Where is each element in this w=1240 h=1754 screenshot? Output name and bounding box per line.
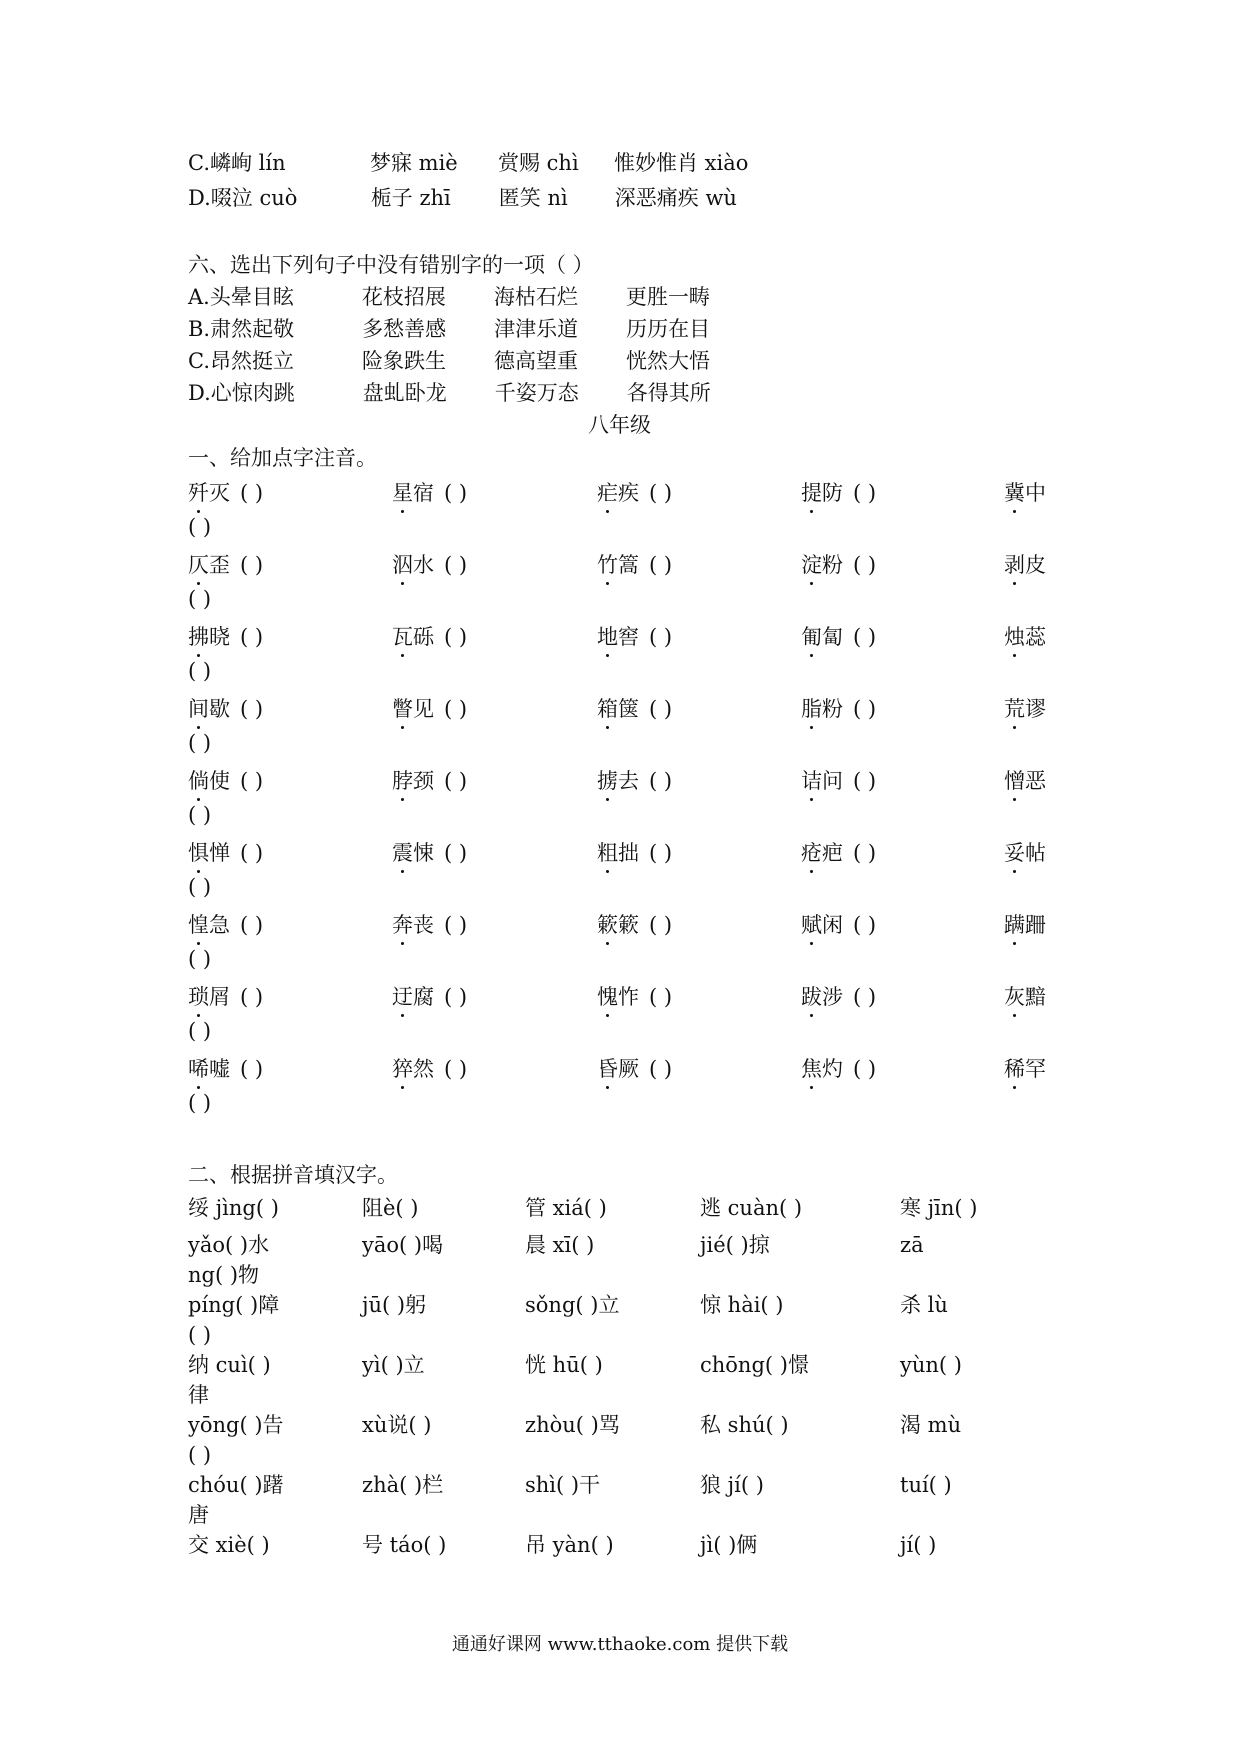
fill-in-item[interactable]: 阻è( ) <box>362 1196 419 1220</box>
q6-option-d <box>188 378 711 408</box>
emphasis-char: 瓦 <box>392 622 413 652</box>
phonetic-word: 淀粉 <box>801 550 843 580</box>
phonetic-word: 迂腐 <box>392 982 434 1012</box>
answer-blank[interactable]: ( ) <box>240 841 264 865</box>
answer-blank[interactable]: ( ) <box>444 769 468 793</box>
option-item: 头晕目眩 <box>209 285 294 309</box>
answer-blank[interactable]: ( ) <box>188 587 212 611</box>
answer-blank[interactable]: ( ) <box>444 1057 468 1081</box>
option-item: 昂然挺立 <box>210 349 294 373</box>
emphasis-char: 倘 <box>188 766 209 796</box>
answer-blank[interactable]: ( ) <box>853 841 877 865</box>
emphasis-char: 歼 <box>188 478 209 508</box>
emphasis-char: 冀 <box>1004 478 1025 508</box>
answer-blank[interactable]: ( ) <box>240 625 264 649</box>
fill-in-item[interactable]: 私 shú( ) <box>700 1413 789 1437</box>
emphasis-char: 跋 <box>801 982 822 1012</box>
option-item: 德高望重 <box>494 349 578 373</box>
fill-in-item[interactable]: shì( )干 <box>525 1473 601 1497</box>
page-footer: 通通好课网 www.tthaoke.com 提供下载 <box>451 1634 789 1655</box>
answer-blank[interactable]: ( ) <box>188 1091 212 1115</box>
phonetic-word: 剥皮 <box>1004 550 1046 580</box>
q6-title: 六、选出下列句子中没有错别字的一项（ ） <box>188 253 594 277</box>
option-label: C. <box>188 349 210 373</box>
option-label: A. <box>188 285 210 309</box>
phonetic-word: 歼灭 <box>188 478 230 508</box>
phonetic-word: 荒谬 <box>1004 694 1046 724</box>
answer-blank[interactable]: ( ) <box>444 697 468 721</box>
fill-in-item[interactable]: jì( )俩 <box>700 1533 758 1557</box>
answer-blank[interactable]: ( ) <box>853 769 877 793</box>
answer-blank[interactable]: ( ) <box>853 985 877 1009</box>
fill-in-item[interactable]: tuí( ) <box>900 1473 952 1497</box>
answer-blank[interactable]: ( ) <box>444 625 468 649</box>
emphasis-char: 惶 <box>188 910 209 940</box>
phonetic-word: 脂粉 <box>801 694 843 724</box>
phonetic-word: 震悚 <box>392 838 434 868</box>
phonetic-word: 昏厥 <box>597 1054 639 1084</box>
option-label: D. <box>188 381 211 405</box>
answer-blank[interactable]: ( ) <box>649 841 673 865</box>
phonetic-word: 泅水 <box>392 550 434 580</box>
option-label: C. <box>188 151 210 175</box>
answer-blank[interactable]: ( ) <box>240 553 264 577</box>
fill-in-item[interactable]: 杀 lù <box>900 1293 948 1317</box>
option-item: 更胜一畴 <box>625 285 710 309</box>
option-item: 肃然起敬 <box>210 317 295 341</box>
phonetic-word: 粗拙 <box>597 838 639 868</box>
answer-blank[interactable]: ( ) <box>240 913 264 937</box>
emphasis-char: 迂 <box>392 982 413 1012</box>
answer-blank[interactable]: ( ) <box>188 659 212 683</box>
answer-blank[interactable]: ( ) <box>240 769 264 793</box>
fill-in-item[interactable]: yì( )立 <box>362 1353 425 1377</box>
answer-blank[interactable]: ( ) <box>649 769 673 793</box>
emphasis-char: 憎 <box>1004 766 1025 796</box>
answer-blank[interactable]: ( ) <box>444 481 468 505</box>
fill-in-item[interactable]: 寒 jīn( ) <box>900 1196 978 1220</box>
emphasis-char: 泅 <box>392 550 413 580</box>
phonetic-word: 愧怍 <box>597 982 639 1012</box>
fill-in-item[interactable]: yōng( )告 <box>188 1413 284 1437</box>
answer-blank[interactable]: ( ) <box>188 515 212 539</box>
answer-blank[interactable]: ( ) <box>649 481 673 505</box>
answer-blank[interactable]: ( ) <box>444 841 468 865</box>
answer-blank[interactable]: ( ) <box>444 553 468 577</box>
phonetic-word: 间歇 <box>188 694 230 724</box>
q5-option-d <box>188 183 737 213</box>
answer-blank[interactable]: ( ) <box>188 731 212 755</box>
emphasis-char: 匍 <box>801 622 822 652</box>
fill-in-wrap: 唐 <box>188 1503 209 1527</box>
emphasis-char: 焦 <box>801 1054 822 1084</box>
emphasis-char: 掳 <box>597 766 618 796</box>
fill-in-item[interactable]: jū( )躬 <box>362 1293 427 1317</box>
option-item: 啜泣 cuò <box>210 186 298 210</box>
fill-in-item[interactable]: 管 xiá( ) <box>525 1196 607 1220</box>
phonetic-word: 脖颈 <box>392 766 434 796</box>
emphasis-char: 疟 <box>597 478 618 508</box>
emphasis-char: 瞥 <box>392 694 413 724</box>
emphasis-char: 箱 <box>597 694 618 724</box>
fill-in-item[interactable]: jí( ) <box>900 1533 937 1557</box>
emphasis-char: 疮 <box>801 838 822 868</box>
fill-in-item[interactable]: 渴 mù <box>900 1413 962 1437</box>
fill-in-wrap: 律 <box>188 1383 209 1407</box>
option-item: 海枯石烂 <box>493 285 578 309</box>
phonetic-word: 琐屑 <box>188 982 230 1012</box>
phonetic-word: 烛蕊 <box>1004 622 1046 652</box>
emphasis-char: 妥 <box>1004 838 1025 868</box>
answer-blank[interactable]: ( ) <box>188 947 212 971</box>
fill-in-item[interactable]: 吊 yàn( ) <box>525 1533 614 1557</box>
emphasis-char: 簌 <box>597 910 618 940</box>
answer-blank[interactable]: ( ) <box>853 913 877 937</box>
phonetic-word: 疟疾 <box>597 478 639 508</box>
phonetic-word: 掳去 <box>597 766 639 796</box>
emphasis-char: 粗 <box>597 838 618 868</box>
phonetic-word: 唏嘘 <box>188 1054 230 1084</box>
fill-in-item[interactable]: xù说( ) <box>362 1413 432 1437</box>
phonetic-word: 拂晓 <box>188 622 230 652</box>
answer-blank[interactable]: ( ) <box>649 697 673 721</box>
phonetic-word: 诘问 <box>801 766 843 796</box>
emphasis-char: 提 <box>801 478 822 508</box>
phonetic-word: 跋涉 <box>801 982 843 1012</box>
answer-blank[interactable]: ( ) <box>188 875 212 899</box>
fill-in-item[interactable]: 号 táo( ) <box>362 1533 447 1557</box>
phonetic-word: 箱箧 <box>597 694 639 724</box>
emphasis-char: 灰 <box>1004 982 1025 1012</box>
answer-blank[interactable]: ( ) <box>240 985 264 1009</box>
emphasis-char: 星 <box>392 478 413 508</box>
phonetic-word: 疮疤 <box>801 838 843 868</box>
emphasis-char: 荒 <box>1004 694 1025 724</box>
option-item: 各得其所 <box>626 381 711 405</box>
grade-heading: 八年级 <box>588 413 651 437</box>
option-item: 千姿万态 <box>494 381 579 405</box>
option-item: 津津乐道 <box>494 317 579 341</box>
answer-blank[interactable]: ( ) <box>240 697 264 721</box>
option-item: 多愁善感 <box>362 317 447 341</box>
part1-title: 一、给加点字注音。 <box>188 446 377 470</box>
emphasis-char: 奔 <box>392 910 413 940</box>
option-label: B. <box>188 317 211 341</box>
phonetic-word: 冀中 <box>1004 478 1046 508</box>
answer-blank[interactable]: ( ) <box>188 803 212 827</box>
answer-blank[interactable]: ( ) <box>853 625 877 649</box>
emphasis-char: 竹 <box>597 550 618 580</box>
fill-in-wrap: ( ) <box>188 1443 212 1467</box>
option-item: 深恶痛疾 wù <box>614 186 737 210</box>
fill-in-item[interactable]: 纳 cuì( ) <box>188 1353 271 1377</box>
fill-in-item[interactable]: zā <box>900 1233 924 1257</box>
emphasis-char: 拂 <box>188 622 209 652</box>
fill-in-item[interactable]: zhà( )栏 <box>362 1473 444 1497</box>
q5-option-c <box>188 148 748 178</box>
fill-in-item[interactable]: yǎo( )水 <box>188 1233 270 1257</box>
option-item: 栀子 zhī <box>370 186 451 210</box>
answer-blank[interactable]: ( ) <box>649 985 673 1009</box>
phonetic-word: 星宿 <box>392 478 434 508</box>
answer-blank[interactable]: ( ) <box>649 553 673 577</box>
phonetic-word: 倘使 <box>188 766 230 796</box>
option-item: 匿笑 nì <box>498 186 568 210</box>
fill-in-item[interactable]: píng( )障 <box>188 1293 280 1317</box>
fill-in-item[interactable]: 交 xiè( ) <box>188 1533 270 1557</box>
phonetic-word: 惧惮 <box>188 838 230 868</box>
fill-in-item[interactable]: sǒng( )立 <box>525 1293 620 1317</box>
phonetic-word: 灰黯 <box>1004 982 1046 1012</box>
phonetic-word: 瓦砾 <box>392 622 434 652</box>
phonetic-word: 匍匐 <box>801 622 843 652</box>
emphasis-char: 愧 <box>597 982 618 1012</box>
option-item: 恍然大悟 <box>626 349 710 373</box>
emphasis-char: 蹒 <box>1004 910 1025 940</box>
phonetic-word: 蹒跚 <box>1004 910 1046 940</box>
answer-blank[interactable]: ( ) <box>649 625 673 649</box>
answer-blank[interactable]: ( ) <box>649 1057 673 1081</box>
answer-blank[interactable]: ( ) <box>188 1019 212 1043</box>
phonetic-word: 猝然 <box>392 1054 434 1084</box>
option-item: 梦寐 miè <box>370 151 458 175</box>
phonetic-word: 瞥见 <box>392 694 434 724</box>
option-item: 惟妙惟肖 xiào <box>614 151 749 175</box>
phonetic-word: 仄歪 <box>188 550 230 580</box>
q6-option-c <box>188 346 710 376</box>
fill-in-item[interactable]: 狼 jí( ) <box>700 1473 764 1497</box>
emphasis-char: 间 <box>188 694 209 724</box>
emphasis-char: 诘 <box>801 766 822 796</box>
fill-in-item[interactable]: 逃 cuàn( ) <box>700 1196 803 1220</box>
emphasis-char: 稀 <box>1004 1054 1025 1084</box>
emphasis-char: 惧 <box>188 838 209 868</box>
phonetic-word: 稀罕 <box>1004 1054 1046 1084</box>
answer-blank[interactable]: ( ) <box>444 985 468 1009</box>
phonetic-word: 地窖 <box>597 622 639 652</box>
option-item: 险象跌生 <box>362 349 446 373</box>
option-item: 赏赐 chì <box>498 151 579 175</box>
phonetic-word: 妥帖 <box>1004 838 1046 868</box>
phonetic-word: 奔丧 <box>392 910 434 940</box>
option-label: D. <box>188 186 211 210</box>
answer-blank[interactable]: ( ) <box>444 913 468 937</box>
answer-blank[interactable]: ( ) <box>853 1057 877 1081</box>
emphasis-char: 烛 <box>1004 622 1025 652</box>
emphasis-char: 昏 <box>597 1054 618 1084</box>
emphasis-char: 剥 <box>1004 550 1025 580</box>
option-item: 历历在目 <box>626 317 711 341</box>
fill-in-item[interactable]: 绥 jìng( ) <box>188 1196 279 1220</box>
option-item: 嶙峋 lín <box>210 151 286 175</box>
phonetic-word: 憎恶 <box>1004 766 1046 796</box>
fill-in-item[interactable]: zhòu( )骂 <box>525 1413 620 1437</box>
emphasis-char: 淀 <box>801 550 822 580</box>
phonetic-word: 竹篙 <box>597 550 639 580</box>
emphasis-char: 脖 <box>392 766 413 796</box>
fill-in-item[interactable]: chōng( )憬 <box>700 1353 809 1377</box>
fill-in-item[interactable]: 晨 xī( ) <box>525 1233 595 1257</box>
phonetic-word: 赋闲 <box>801 910 843 940</box>
emphasis-char: 脂 <box>801 694 822 724</box>
answer-blank[interactable]: ( ) <box>853 697 877 721</box>
fill-in-item[interactable]: 恍 hū( ) <box>525 1353 603 1377</box>
fill-in-item[interactable]: 惊 hài( ) <box>700 1293 784 1317</box>
phonetic-word: 焦灼 <box>801 1054 843 1084</box>
answer-blank[interactable]: ( ) <box>853 553 877 577</box>
emphasis-char: 震 <box>392 838 413 868</box>
answer-blank[interactable]: ( ) <box>240 481 264 505</box>
answer-blank[interactable]: ( ) <box>649 913 673 937</box>
fill-in-item[interactable]: chóu( )躇 <box>188 1473 284 1497</box>
answer-blank[interactable]: ( ) <box>240 1057 264 1081</box>
emphasis-char: 琐 <box>188 982 209 1012</box>
q6-option-b <box>188 314 710 344</box>
emphasis-char: 仄 <box>188 550 209 580</box>
q6-option-a <box>188 282 710 312</box>
emphasis-char: 唏 <box>188 1054 209 1084</box>
option-item: 盘虬卧龙 <box>362 381 447 405</box>
phonetic-word: 簌簌 <box>597 910 639 940</box>
fill-in-item[interactable]: yùn( ) <box>900 1353 962 1377</box>
phonetic-word: 提防 <box>801 478 843 508</box>
fill-in-wrap: ( ) <box>188 1323 212 1347</box>
emphasis-char: 赋 <box>801 910 822 940</box>
phonetic-word: 惶急 <box>188 910 230 940</box>
emphasis-char: 猝 <box>392 1054 413 1084</box>
part2-title: 二、根据拼音填汉字。 <box>188 1163 398 1187</box>
fill-in-wrap: ng( )物 <box>188 1263 260 1287</box>
fill-in-item[interactable]: yāo( )喝 <box>362 1233 444 1257</box>
fill-in-item[interactable]: jié( )掠 <box>700 1233 770 1257</box>
option-item: 花枝招展 <box>361 285 446 309</box>
option-item: 心惊肉跳 <box>210 381 295 405</box>
answer-blank[interactable]: ( ) <box>853 481 877 505</box>
emphasis-char: 地 <box>597 622 618 652</box>
